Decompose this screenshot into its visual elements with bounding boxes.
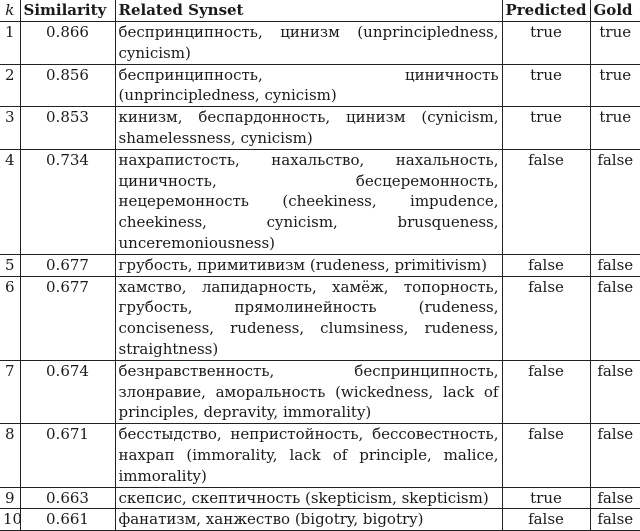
cell-synset: бесстыдство, непристойность, бессовестность, нахрап (immorality, lack of principle, malice, immorality) — [115, 424, 502, 487]
cell-predicted: false — [502, 149, 590, 254]
cell-k: 1 — [0, 22, 20, 65]
cell-synset: нахрапистость, нахальство, нахальность, циничность, бесцеремонность, нецеремонность (cheekiness, impudence, cheekiness, cynicism, brusqueness, unceremoniousness) — [115, 149, 502, 254]
header-related-synset: Related Synset — [115, 0, 502, 22]
header-predicted: Predicted — [502, 0, 590, 22]
cell-synset: безнравственность, беспринципность, злонравие, аморальность (wickedness, lack of principles, depravity, immorality) — [115, 360, 502, 423]
cell-similarity: 0.853 — [20, 107, 115, 150]
cell-gold: false — [590, 276, 640, 360]
header-row — [0, 0, 640, 22]
table-row — [0, 487, 640, 509]
table-row — [0, 360, 640, 423]
cell-predicted: false — [502, 509, 590, 531]
cell-predicted: false — [502, 424, 590, 487]
cell-gold: false — [590, 424, 640, 487]
cell-synset: хамство, лапидарность, хамёж, топорность, грубость, прямолинейность (rudeness, conciseness, rudeness, clumsiness, rudeness, straightness) — [115, 276, 502, 360]
cell-gold: false — [590, 487, 640, 509]
table-row — [0, 149, 640, 254]
cell-k: 6 — [0, 276, 20, 360]
cell-synset: скепсис, скептичность (skepticism, skepticism) — [115, 487, 502, 509]
cell-gold: false — [590, 254, 640, 276]
cell-predicted: true — [502, 107, 590, 150]
cell-k: 7 — [0, 360, 20, 423]
header-gold: Gold — [590, 0, 640, 22]
cell-synset: кинизм, беспардонность, цинизм (cynicism, shamelessness, cynicism) — [115, 107, 502, 150]
table-row — [0, 64, 640, 107]
table-row — [0, 509, 640, 531]
cell-k: 3 — [0, 107, 20, 150]
table-row — [0, 22, 640, 65]
table-row — [0, 276, 640, 360]
cell-gold: false — [590, 509, 640, 531]
cell-synset: беспринципность, цинизм (unprincipledness, cynicism) — [115, 22, 502, 65]
cell-similarity: 0.677 — [20, 276, 115, 360]
table-row — [0, 424, 640, 487]
cell-gold: true — [590, 64, 640, 107]
cell-predicted: false — [502, 360, 590, 423]
table-row — [0, 254, 640, 276]
cell-k: 8 — [0, 424, 20, 487]
cell-predicted: true — [502, 22, 590, 65]
cell-similarity: 0.856 — [20, 64, 115, 107]
cell-gold: false — [590, 149, 640, 254]
cell-similarity: 0.734 — [20, 149, 115, 254]
cell-similarity: 0.677 — [20, 254, 115, 276]
cell-predicted: true — [502, 64, 590, 107]
cell-synset: беспринципность, циничность (unprincipledness, cynicism) — [115, 64, 502, 107]
cell-synset: фанатизм, ханжество (bigotry, bigotry) — [115, 509, 502, 531]
cell-gold: true — [590, 22, 640, 65]
cell-gold: false — [590, 360, 640, 423]
cell-predicted: false — [502, 276, 590, 360]
cell-k: 5 — [0, 254, 20, 276]
cell-k: 4 — [0, 149, 20, 254]
header-similarity: Similarity — [20, 0, 115, 22]
cell-synset: грубость, примитивизм (rudeness, primitivism) — [115, 254, 502, 276]
cell-k: 2 — [0, 64, 20, 107]
table-row — [0, 107, 640, 150]
cell-k: 10 — [0, 509, 20, 531]
cell-similarity: 0.674 — [20, 360, 115, 423]
cell-similarity: 0.661 — [20, 509, 115, 531]
cell-predicted: false — [502, 254, 590, 276]
cell-similarity: 0.866 — [20, 22, 115, 65]
cell-k: 9 — [0, 487, 20, 509]
cell-similarity: 0.663 — [20, 487, 115, 509]
header-k: k — [0, 0, 20, 22]
cell-similarity: 0.671 — [20, 424, 115, 487]
cell-predicted: true — [502, 487, 590, 509]
cell-gold: true — [590, 107, 640, 150]
